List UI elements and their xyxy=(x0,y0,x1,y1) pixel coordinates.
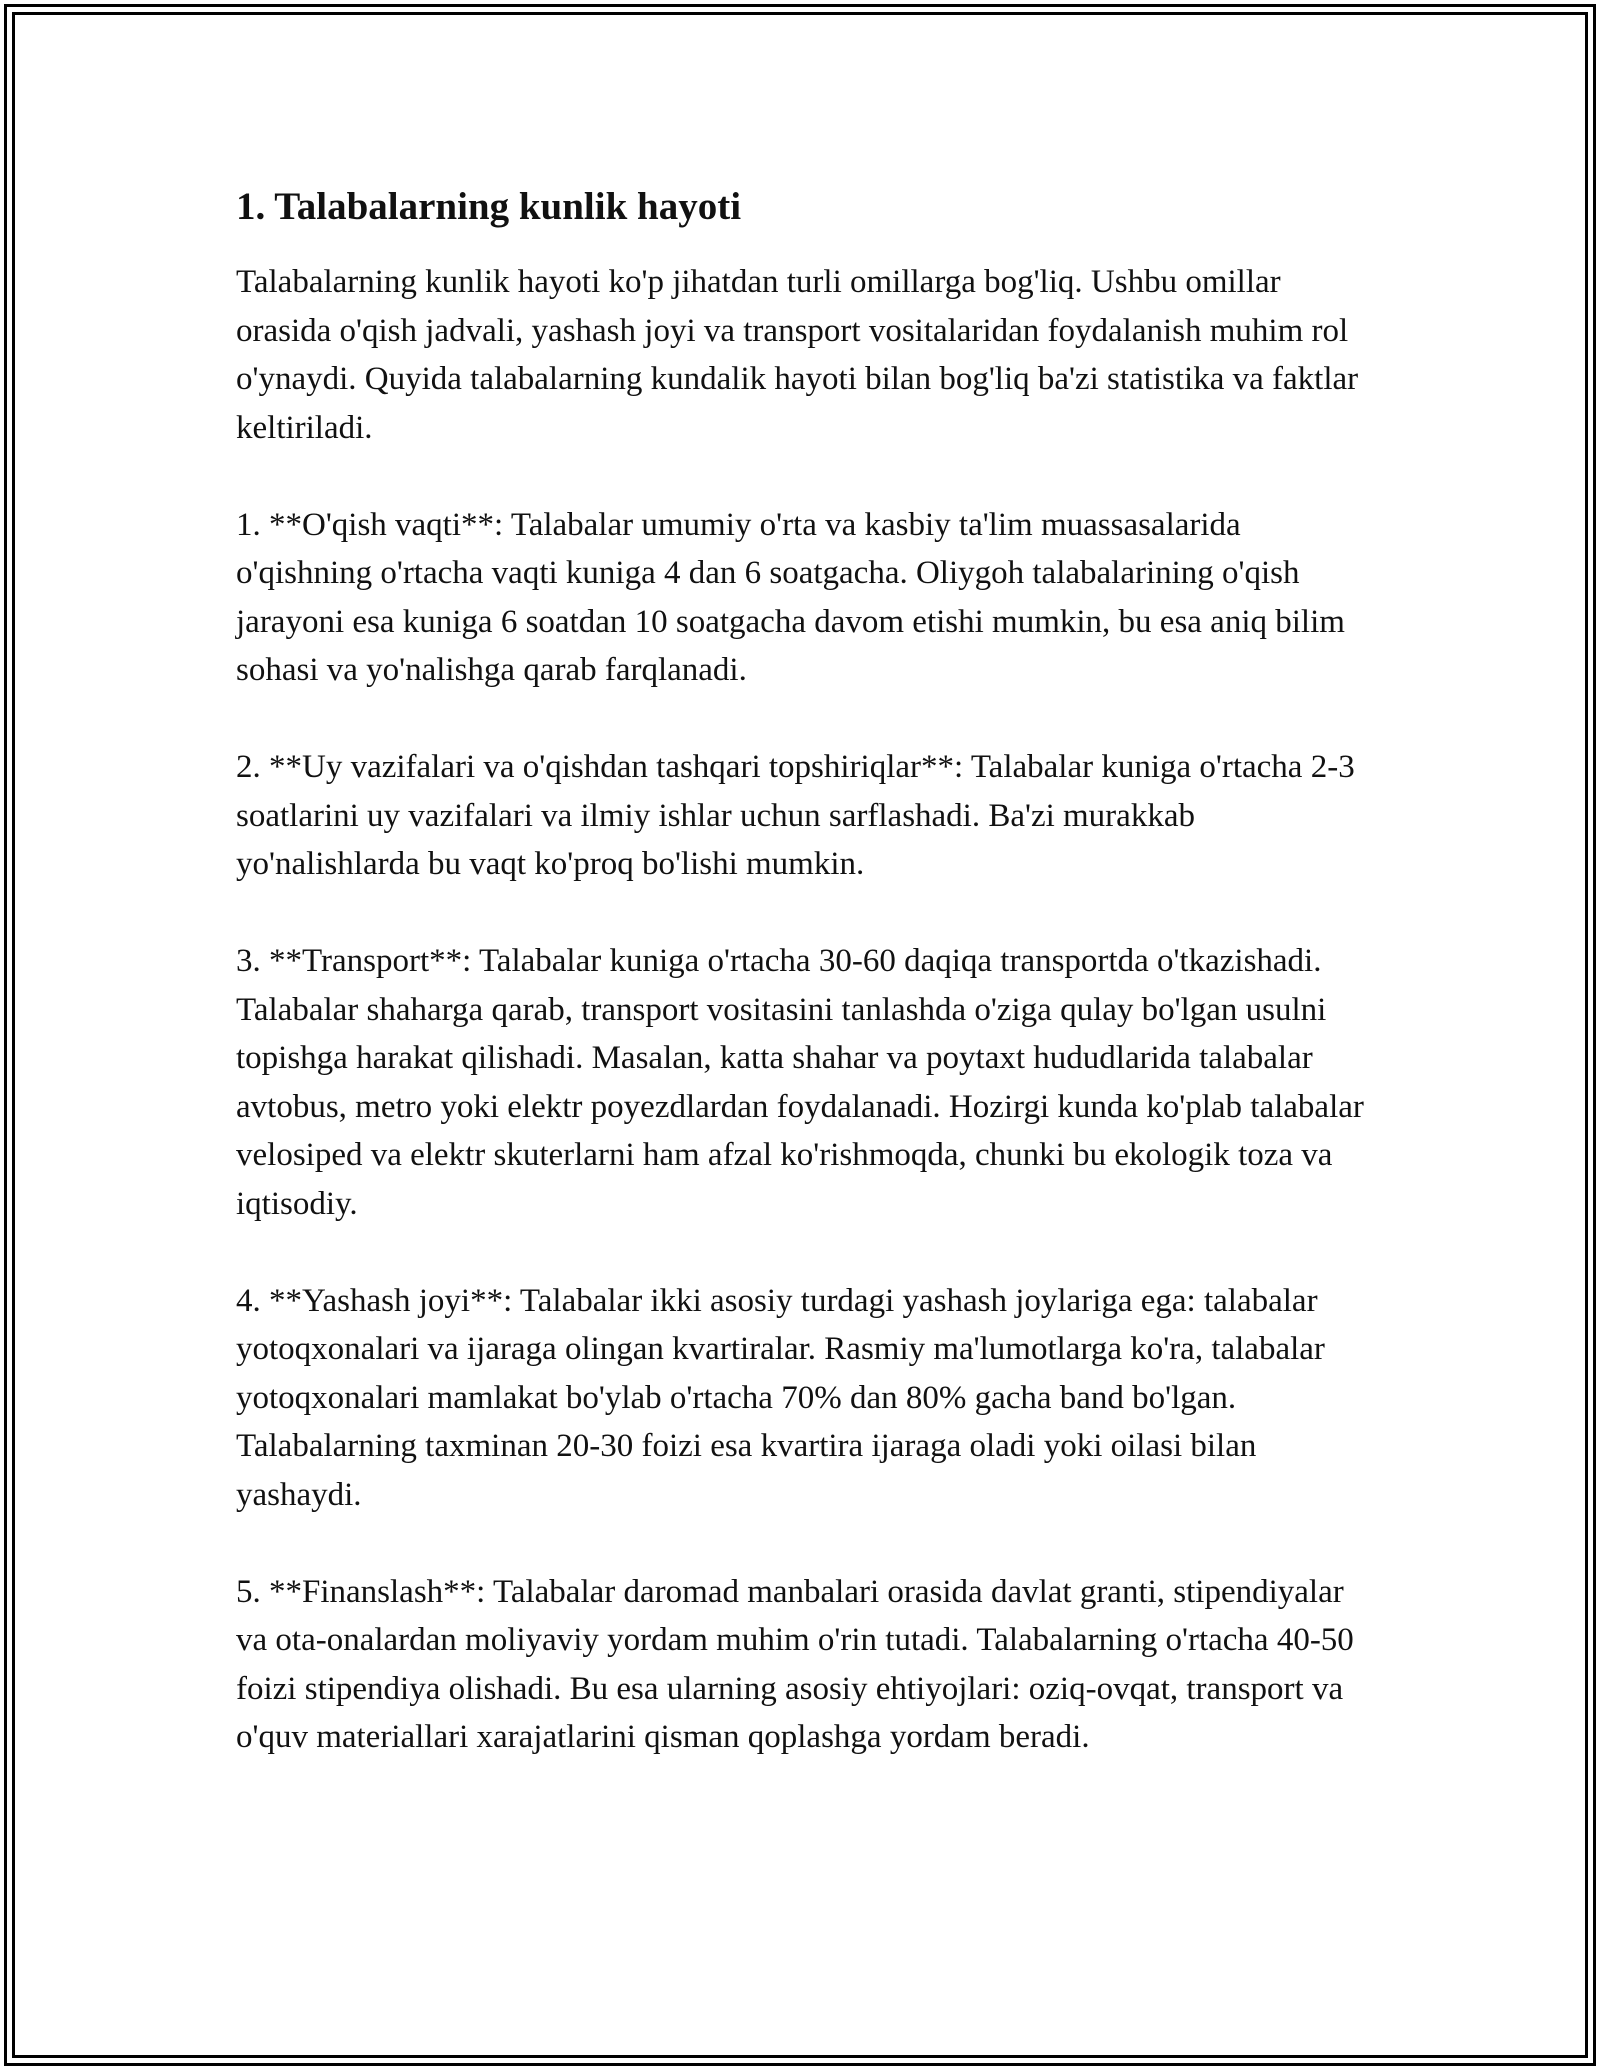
intro-paragraph: Talabalarning kunlik hayoti ko'p jihatdan turli omillarga bog'liq. Ushbu omillar orasida o'qish jadvali, yashash joyi va transport vositalaridan foydalanish muhim rol o'ynaydi. Quyida talabalarning kundalik hayoti bilan bog'liq ba'zi statistika va faktlar keltiriladi. xyxy=(236,264,1359,446)
section-heading: 1. Talabalarning kunlik hayoti xyxy=(236,185,742,228)
list-item-study-time: 1. **O'qish vaqti**: Talabalar umumiy o'rta va kasbiy ta'lim muassasalarida o'qishning o'rtacha vaqti kuniga 4 dan 6 soatgacha. Oliygoh talabalarining o'qish jarayoni esa kuniga 6 soatdan 10 soatgacha davom etishi mumkin, bu esa aniq bilim sohasi va yo'nalishga qarab farqlanadi. xyxy=(236,506,1345,688)
document-body xyxy=(236,183,1376,1762)
list-item-housing: 4. **Yashash joyi**: Talabalar ikki asosiy turdagi yashash joylariga ega: talabalar yotoqxonalari va ijaraga olingan kvartiralar. Rasmiy ma'lumotlarga ko'ra, talabalar yotoqxonalari mamlakat bo'ylab o'rtacha 70% dan 80% gacha band bo'lgan. Talabalarning taxminan 20-30 foizi esa kvartira ijaraga oladi yoki oilasi bilan yashaydi. xyxy=(236,1282,1325,1513)
list-item-transport: 3. **Transport**: Talabalar kuniga o'rtacha 30-60 daqiqa transportda o'tkazishadi. Talabalar shaharga qarab, transport vositasini tanlashda o'ziga qulay bo'lgan usulni topishga harakat qilishadi. Masalan, katta shahar va poytaxt hududlarida talabalar avtobus, metro yoki elektr poyezdlardan foydalanadi. Hozirgi kunda ko'plab talabalar velosiped va elektr skuterlarni ham afzal ko'rishmoqda, chunki bu ekologik toza va iqtisodiy. xyxy=(236,943,1364,1222)
list-item-financing: 5. **Finanslash**: Talabalar daromad manbalari orasida davlat granti, stipendiyalar va ota-onalardan moliyaviy yordam muhim o'rin tutadi. Talabalarning o'rtacha 40-50 foizi stipendiya olishadi. Bu esa ularning asosiy ehtiyojlari: oziq-ovqat, transport va o'quv materiallari xarajatlarini qisman qoplashga yordam beradi. xyxy=(236,1573,1354,1755)
list-item-homework: 2. **Uy vazifalari va o'qishdan tashqari topshiriqlar**: Talabalar kuniga o'rtacha 2-3 soatlarini uy vazifalari va ilmiy ishlar uchun sarflashadi. Ba'zi murakkab yo'nalishlarda bu vaqt ko'proq bo'lishi mumkin. xyxy=(236,749,1355,882)
